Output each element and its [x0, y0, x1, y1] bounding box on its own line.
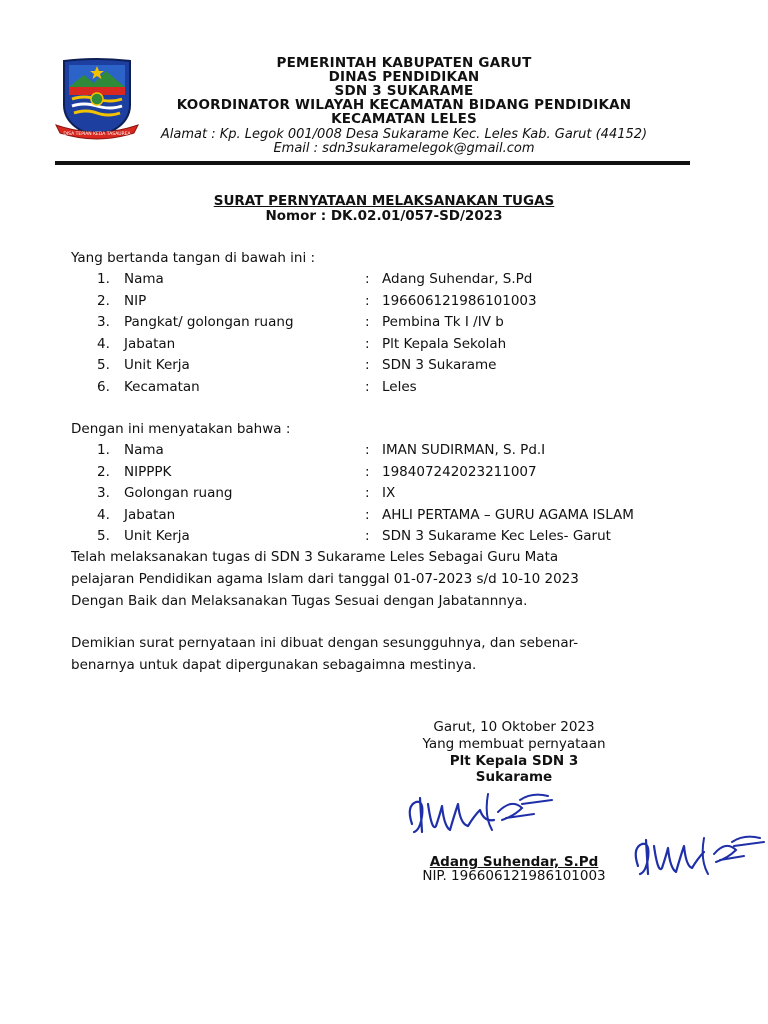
- letterhead-coordinator: KOORDINATOR WILAYAH KECAMATAN BIDANG PENDIDIKAN: [176, 97, 632, 113]
- signature-position: Plt Kepala SDN 3: [449, 753, 579, 769]
- letterhead-district: KECAMATAN LELES: [331, 111, 477, 127]
- statement-intro: Dengan ini menyatakan bahwa :: [71, 421, 291, 437]
- signer-nip: NIP. 196606121986101003: [422, 868, 606, 884]
- signature-maker: Yang membuat pernyataan: [422, 736, 606, 752]
- letter-number: Nomor : DK.02.01/057-SD/2023: [265, 208, 503, 224]
- body-line: Dengan Baik dan Melaksanakan Tugas Sesuai dengan Jabatannnya.: [71, 593, 528, 609]
- letter-title: SURAT PERNYATAAN MELAKSANAKAN TUGAS: [213, 193, 555, 209]
- signature-place-date: Garut, 10 Oktober 2023: [433, 719, 595, 735]
- closing-line: Demikian surat pernyataan ini dibuat dengan sesungguhnya, dan sebenar-: [71, 635, 579, 651]
- signer-field-row: 5. Unit Kerja : SDN 3 Sukarame: [97, 357, 497, 373]
- svg-text:DISA TEPIAN KEDA TASAUREA: DISA TEPIAN KEDA TASAUREA: [63, 132, 131, 137]
- body-line: pelajaran Pendidikan agama Islam dari tanggal 01-07-2023 s/d 10-10 2023: [71, 571, 579, 587]
- signer-field-row: 3. Pangkat/ golongan ruang : Pembina Tk I /IV b: [97, 314, 504, 330]
- signer-intro: Yang bertanda tangan di bawah ini :: [71, 250, 316, 266]
- body-line: Telah melaksanakan tugas di SDN 3 Sukarame Leles Sebagai Guru Mata: [71, 549, 559, 565]
- subject-field-row: 3. Golongan ruang : IX: [97, 485, 396, 501]
- handwritten-signature-secondary: [630, 826, 768, 886]
- closing-line: benarnya untuk dapat dipergunakan sebagaimna mestinya.: [71, 657, 477, 673]
- letterhead-government: PEMERINTAH KABUPATEN GARUT: [276, 55, 532, 71]
- subject-field-row: 2. NIPPPK : 198407242023211007: [97, 463, 537, 480]
- letterhead-email: Email : sdn3sukaramelegok@gmail.com: [273, 141, 535, 156]
- handwritten-signature: [402, 786, 562, 846]
- signature-position-school: Sukarame: [475, 769, 553, 785]
- letterhead-department: DINAS PENDIDIKAN: [328, 69, 480, 85]
- subject-field-row: 5. Unit Kerja : SDN 3 Sukarame Kec Leles- Garut: [97, 528, 611, 544]
- signer-field-row: 4. Jabatan : Plt Kepala Sekolah: [97, 335, 507, 352]
- letterhead-address: Alamat : Kp. Legok 001/008 Desa Sukarame Kec. Leles Kab. Garut (44152): [160, 127, 648, 142]
- letterhead-school: SDN 3 SUKARAME: [334, 83, 474, 99]
- letterhead-divider: [55, 161, 690, 165]
- signer-name: Adang Suhendar, S.Pd: [429, 854, 599, 870]
- subject-field-row: 4. Jabatan : AHLI PERTAMA – GURU AGAMA ISLAM: [97, 506, 634, 523]
- subject-field-row: 1. Nama : IMAN SUDIRMAN, S. Pd.I: [97, 442, 546, 458]
- signer-field-row: 2. NIP : 196606121986101003: [97, 292, 537, 309]
- signer-field-row: 6. Kecamatan : Leles: [97, 378, 417, 395]
- signer-field-row: 1. Nama : Adang Suhendar, S.Pd: [97, 271, 533, 287]
